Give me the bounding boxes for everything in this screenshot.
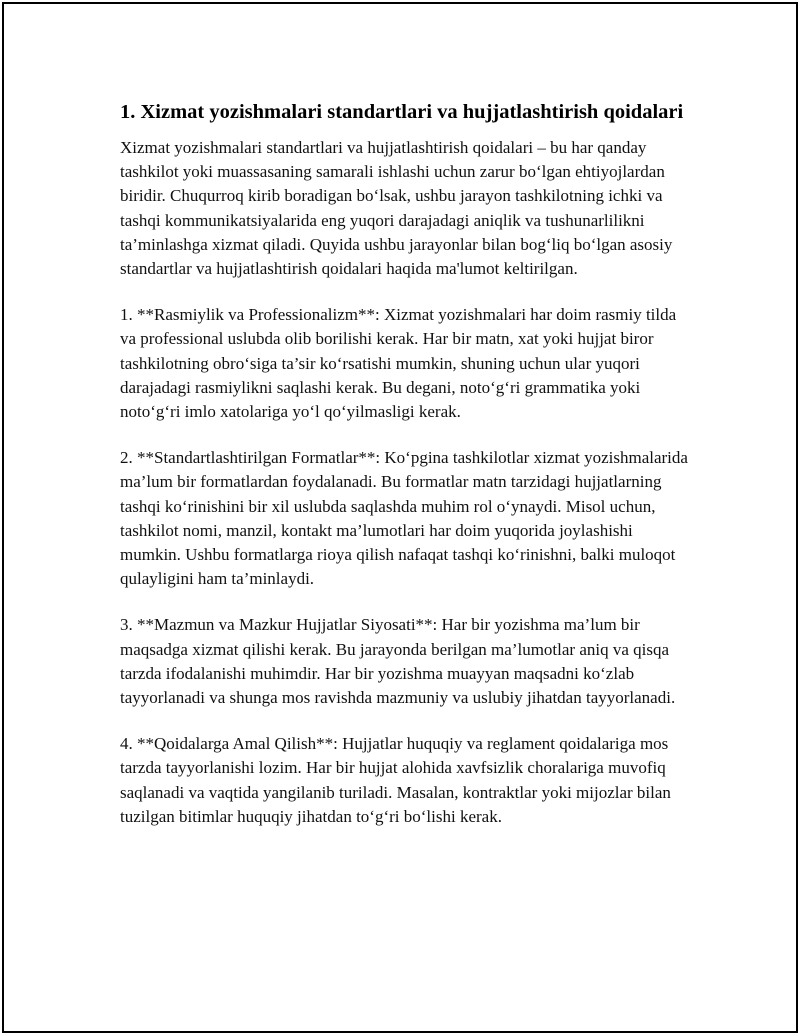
document-body <box>120 98 692 851</box>
document-title: 1. Xizmat yozishmalari standartlari va hujjatlashtirish qoidalari <box>120 101 684 123</box>
paragraph-mazmun-siyosati: 3. **Mazmun va Mazkur Hujjatlar Siyosati**: Har bir yozishma ma’lum bir maqsadga xizmat qilishi kerak. Bu jarayonda berilgan ma’lumotlar aniq va qisqa tarzda ifodalanishi muhimdir. Har bir yozishma muayyan maqsadni ko‘zlab tayyorlanadi va shunga mos ravishda mazmuniy va uslubiy jihatdan tayyorlanadi. <box>120 615 676 708</box>
paragraph-qoidalarga-amal: 4. **Qoidalarga Amal Qilish**: Hujjatlar huquqiy va reglament qoidalariga mos tarzda tayyorlanishi lozim. Har bir hujjat alohida xavfsizlik choralariga muvofiq saqlanadi va vaqtida yangilanib turiladi. Masalan, kontraktlar yoki mijozlar bilan tuzilgan bitimlar huquqiy jihatdan to‘g‘ri bo‘lishi kerak. <box>120 734 671 826</box>
paragraph-standart-formatlar: 2. **Standartlashtirilgan Formatlar**: Ko‘pgina tashkilotlar xizmat yozishmalarida ma’lum bir formatlardan foydalanadi. Bu formatlar matn tarzidagi hujjatlarning tashqi ko‘rinishini bir xil uslubda saqlashda muhim rol o‘ynaydi. Misol uchun, tashkilot nomi, manzil, kontakt ma’lumotlari har doim yuqorida joylashishi mumkin. Ushbu formatlarga rioya qilish nafaqat tashqi ko‘rinishni, balki muloqot qulayligini ham ta’minlaydi. <box>120 448 688 589</box>
page-border <box>2 2 798 1033</box>
intro-paragraph: Xizmat yozishmalari standartlari va hujjatlashtirish qoidalari – bu har qanday tashkilot yoki muassasaning samarali ishlashi uchun zarur bo‘lgan ehtiyojlardan biridir. Chuqurroq kirib boradigan bo‘lsak, ushbu jarayon tashkilotning ichki va tashqi kommunikatsiyalarida eng yuqori darajadagi aniqlik va tushunarlilikni ta’minlashga xizmat qiladi. Quyida ushbu jarayonlar bilan bog‘liq bo‘lgan asosiy standartlar va hujjatlashtirish qoidalari haqida ma'lumot keltirilgan. <box>120 138 673 279</box>
paragraph-rasmiylik: 1. **Rasmiylik va Professionalizm**: Xizmat yozishmalari har doim rasmiy tilda va professional uslubda olib borilishi kerak. Har bir matn, xat yoki hujjat biror tashkilotning obro‘siga ta’sir ko‘rsatishi mumkin, shuning uchun ular yuqori darajadagi rasmiylikni saqlashi kerak. Bu degani, noto‘g‘ri grammatika yoki noto‘g‘ri imlo xatolariga yo‘l qo‘yilmasligi kerak. <box>120 305 677 422</box>
